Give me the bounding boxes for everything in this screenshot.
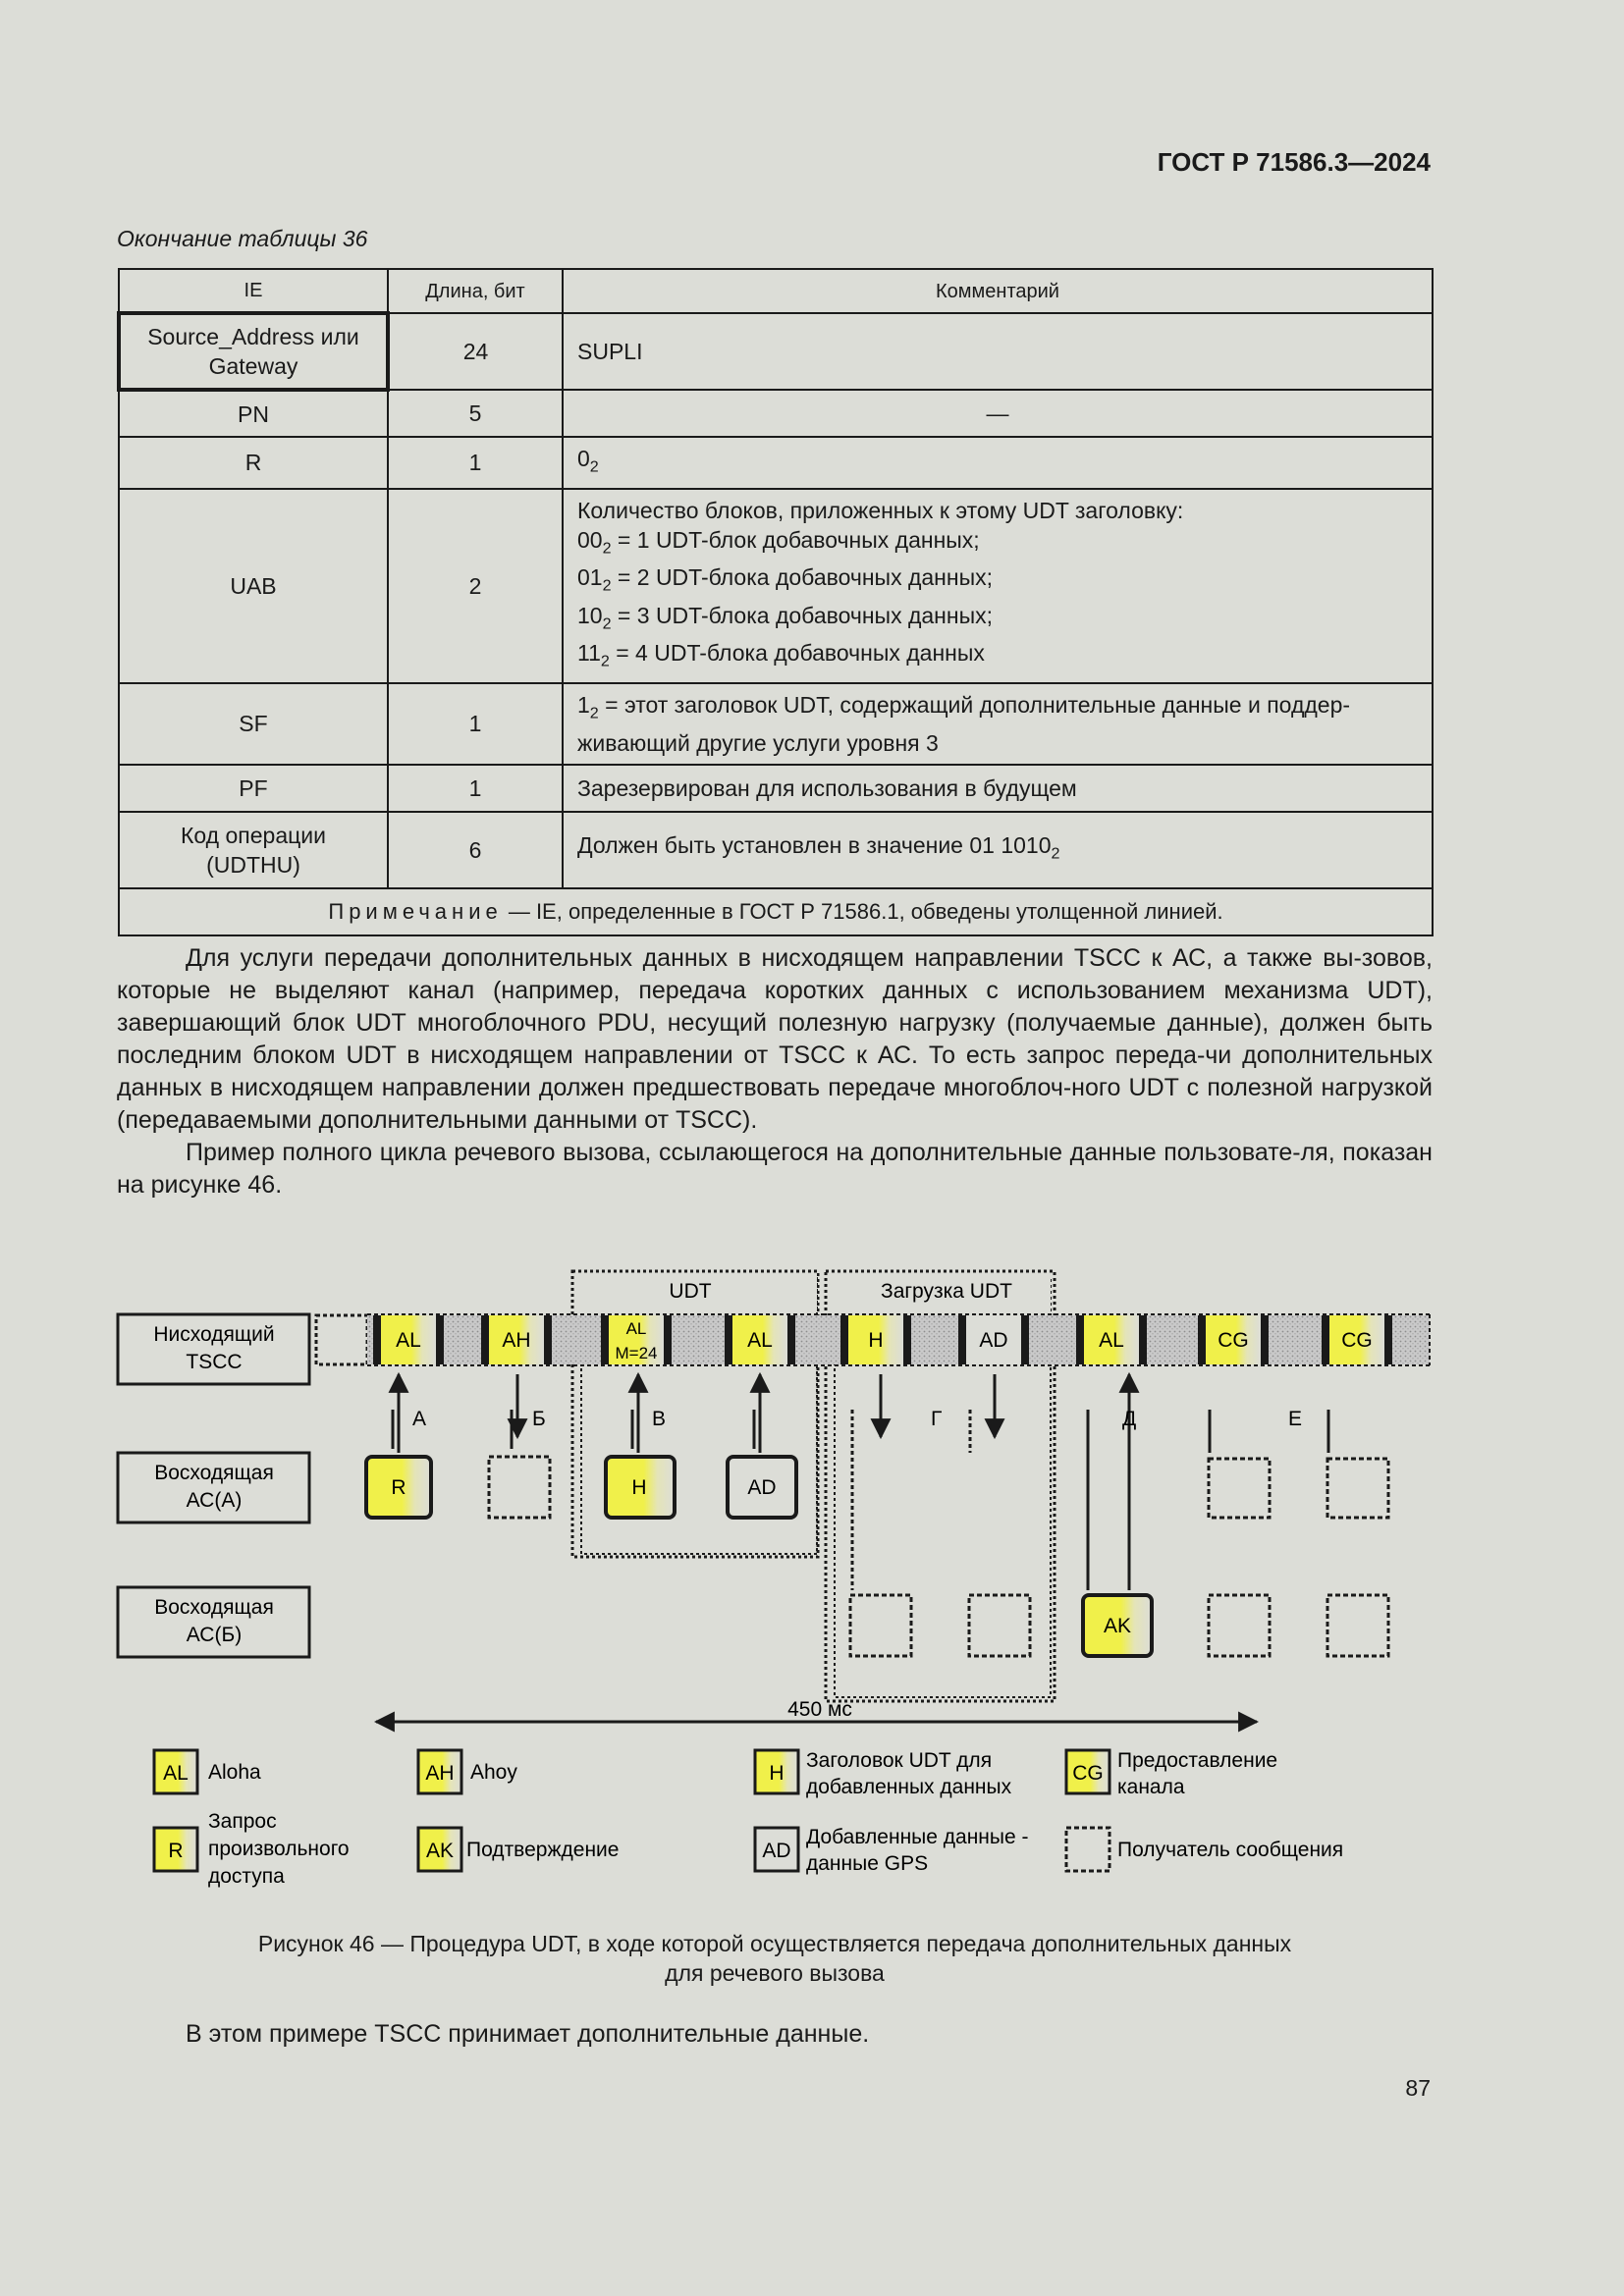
block-label: CG xyxy=(1341,1329,1373,1352)
row-label-line: АС(А) xyxy=(186,1489,243,1512)
block-label: H xyxy=(868,1329,884,1352)
comment-cell: SUPLI xyxy=(563,313,1433,390)
legend-text: добавленных данных xyxy=(806,1776,1012,1798)
length-cell: 1 xyxy=(388,683,563,765)
block-label: AD xyxy=(747,1476,777,1499)
uplink-block-ad xyxy=(728,1457,796,1518)
signal-arrows xyxy=(393,1374,1328,1590)
empty-slot xyxy=(316,1315,367,1364)
figure-caption xyxy=(117,1929,1433,1988)
legend-text: Предоставление xyxy=(1117,1749,1278,1772)
legend-code: AH xyxy=(425,1762,455,1785)
legend-text: Заголовок UDT для xyxy=(806,1749,993,1772)
row-label-line: Восходящая xyxy=(154,1596,274,1619)
comment-value: 1 xyxy=(577,691,590,718)
legend-code: H xyxy=(769,1762,785,1785)
downlink-block xyxy=(958,1315,1029,1364)
legend-text: произвольного xyxy=(208,1838,350,1860)
subscript: 2 xyxy=(602,539,612,558)
comment-cell: — xyxy=(563,390,1433,437)
length-cell: 5 xyxy=(388,390,563,437)
ie-cell: Source_Address или Gateway xyxy=(119,313,388,390)
block-label: AK xyxy=(1103,1615,1132,1637)
paragraph: Пример полного цикла речевого вызова, ссылающегося на дополнительные данные пользовате-ля, показан на рисунке 46. xyxy=(117,1139,1433,1199)
downlink-block xyxy=(1322,1315,1392,1364)
legend-text: Запрос xyxy=(208,1810,277,1833)
length-cell: 1 xyxy=(388,765,563,812)
ie-cell: R xyxy=(119,437,388,489)
code: 01 xyxy=(577,564,603,591)
step-letter: Е xyxy=(1288,1408,1303,1430)
legend-text: канала xyxy=(1117,1776,1185,1798)
subscript: 2 xyxy=(602,576,612,595)
uplink-block-h xyxy=(606,1457,675,1518)
block-label: AL xyxy=(396,1329,421,1352)
standard-header: ГОСТ Р 71586.3—2024 xyxy=(1157,147,1431,177)
block-label: M=24 xyxy=(615,1344,658,1362)
uplink-block-ak xyxy=(1083,1595,1152,1656)
step-letter: Г xyxy=(931,1408,943,1430)
comment-text: Должен быть установлен в значение 01 1010 xyxy=(577,832,1052,859)
length-cell: 6 xyxy=(388,812,563,888)
final-paragraph: В этом примере TSCC принимает дополнительные данные. xyxy=(186,2020,870,2048)
legend-code: AD xyxy=(762,1840,791,1862)
legend-text: доступа xyxy=(208,1865,285,1888)
comment-cell: Зарезервирован для использования в будущем xyxy=(563,765,1433,812)
step-letter: А xyxy=(412,1408,427,1430)
block-label: AH xyxy=(502,1329,531,1352)
receiver-slot xyxy=(1209,1459,1270,1518)
length-cell: 1 xyxy=(388,437,563,489)
block-label: CG xyxy=(1218,1329,1249,1352)
legend-code: R xyxy=(168,1840,184,1862)
length-cell: 24 xyxy=(388,313,563,390)
row-label-line: Нисходящий xyxy=(153,1323,275,1346)
block-label: AL xyxy=(625,1319,647,1338)
subscript: 2 xyxy=(589,457,599,476)
receiver-slot xyxy=(850,1595,911,1656)
receiver-slot xyxy=(489,1457,550,1518)
uplink-block-r xyxy=(366,1457,431,1518)
legend-item-channel-grant xyxy=(1066,1749,1277,1798)
code-text: = 2 UDT-блока добавочных данных; xyxy=(611,564,993,591)
block-label: AD xyxy=(979,1329,1008,1352)
ie-cell: PF xyxy=(119,765,388,812)
receiver-slot xyxy=(1327,1459,1388,1518)
udt-label: UDT xyxy=(669,1280,712,1303)
downlink-block-al-m24 xyxy=(601,1315,672,1364)
legend-text: Ahoy xyxy=(470,1761,517,1784)
legend xyxy=(154,1749,1343,1888)
legend-code: AL xyxy=(163,1762,189,1785)
downlink-block xyxy=(840,1315,911,1364)
legend-text: Получатель сообщения xyxy=(1117,1839,1344,1861)
code: 00 xyxy=(577,526,603,553)
note-label: Примечание xyxy=(328,898,503,924)
subscript: 2 xyxy=(600,652,610,670)
caption-line: Рисунок 46 — Процедура UDT, в ходе которой осуществляется передача дополнительных данных xyxy=(257,1931,1292,1956)
timing-label: 450 мс xyxy=(787,1698,852,1721)
legend-text: данные GPS xyxy=(806,1852,929,1875)
step-letter: В xyxy=(652,1408,667,1430)
legend-code: AK xyxy=(425,1840,455,1862)
legend-item-receiver xyxy=(1066,1828,1343,1871)
ie-cell: PN xyxy=(119,390,388,437)
row-label-line: TSCC xyxy=(186,1351,243,1373)
ie-cell: SF xyxy=(119,683,388,765)
row-label-uplink-b xyxy=(118,1587,309,1657)
downlink-block xyxy=(1076,1315,1147,1364)
legend-text: Aloha xyxy=(208,1761,261,1784)
legend-item-added-data xyxy=(755,1826,1029,1875)
length-cell: 2 xyxy=(388,489,563,683)
downlink-block xyxy=(1198,1315,1269,1364)
downlink-block xyxy=(725,1315,795,1364)
legend-item-udt-header xyxy=(755,1749,1012,1798)
downlink-blocks xyxy=(373,1315,1392,1364)
comment-line: Количество блоков, приложенных к этому UDT заголовку: xyxy=(577,497,1184,523)
row-label-uplink-a xyxy=(118,1453,309,1522)
code: 11 xyxy=(577,640,601,667)
step-letter: Б xyxy=(532,1408,546,1430)
subscript: 2 xyxy=(602,614,612,633)
column-header: Комментарий xyxy=(563,269,1433,313)
block-label: R xyxy=(391,1476,406,1499)
caption-line: для речевого вызова xyxy=(665,1960,885,1986)
code: 10 xyxy=(577,602,603,628)
legend-item-aloha xyxy=(154,1750,261,1793)
row-label-downlink xyxy=(118,1314,309,1384)
receiver-slot xyxy=(1209,1595,1270,1656)
step-letters xyxy=(412,1408,1302,1430)
ie-cell: UAB xyxy=(119,489,388,683)
comment-text: = этот заголовок UDT, содержащий дополнительные данные и поддер-живающий другие услуги уровня 3 xyxy=(577,691,1351,756)
code-text: = 1 UDT-блок добавочных данных; xyxy=(611,526,980,553)
table-caption: Окончание таблицы 36 xyxy=(117,226,368,251)
note-text: — IE, определенные в ГОСТ Р 71586.1, обведены утолщенной линией. xyxy=(502,898,1223,924)
subscript: 2 xyxy=(589,704,599,722)
legend-code: CG xyxy=(1072,1762,1104,1785)
row-label-line: Восходящая xyxy=(154,1462,274,1484)
downlink-block xyxy=(481,1315,552,1364)
code-text: = 4 UDT-блока добавочных данных xyxy=(609,640,985,667)
step-letter: Д xyxy=(1122,1408,1137,1430)
udt-load-label: Загрузка UDT xyxy=(881,1280,1012,1303)
block-label: AL xyxy=(1099,1329,1124,1352)
ie-cell: Код операции (UDTHU) xyxy=(119,812,388,888)
receiver-slot xyxy=(969,1595,1030,1656)
legend-item-ahoy xyxy=(418,1750,517,1793)
legend-text: Подтверждение xyxy=(466,1839,620,1861)
downlink-block xyxy=(373,1315,444,1364)
paragraph: Для услуги передачи дополнительных данных в нисходящем направлении TSCC к АС, а также вы-зовов, которые не выделяют канал (например, передача коротких данных с использованием механизма UDT), завершающий блок UDT многоблочного PDU, несущий полезную нагрузку (получаемые данные), должен быть последним блоком UDT в нисходящем направлении от TSCC к АС. То есть запрос переда-чи дополнительных данных в нисходящем направлении должен предшествовать передаче многоблоч-ного UDT с полезной нагрузкой (передаваемыми дополнительными данными от TSCC). xyxy=(117,944,1433,1134)
block-label: H xyxy=(631,1476,647,1499)
comment-value: 0 xyxy=(577,446,590,471)
code-text: = 3 UDT-блока добавочных данных; xyxy=(611,602,993,628)
page-number: 87 xyxy=(1405,2075,1431,2101)
row-label-line: АС(Б) xyxy=(186,1624,243,1646)
subscript: 2 xyxy=(1051,844,1060,863)
legend-text: Добавленные данные - xyxy=(806,1826,1029,1848)
legend-item-random-access xyxy=(154,1810,350,1888)
block-label: AL xyxy=(747,1329,773,1352)
legend-item-ack xyxy=(418,1828,619,1871)
column-header: IE xyxy=(119,269,388,313)
receiver-slot xyxy=(1327,1595,1388,1656)
column-header: Длина, бит xyxy=(388,269,563,313)
